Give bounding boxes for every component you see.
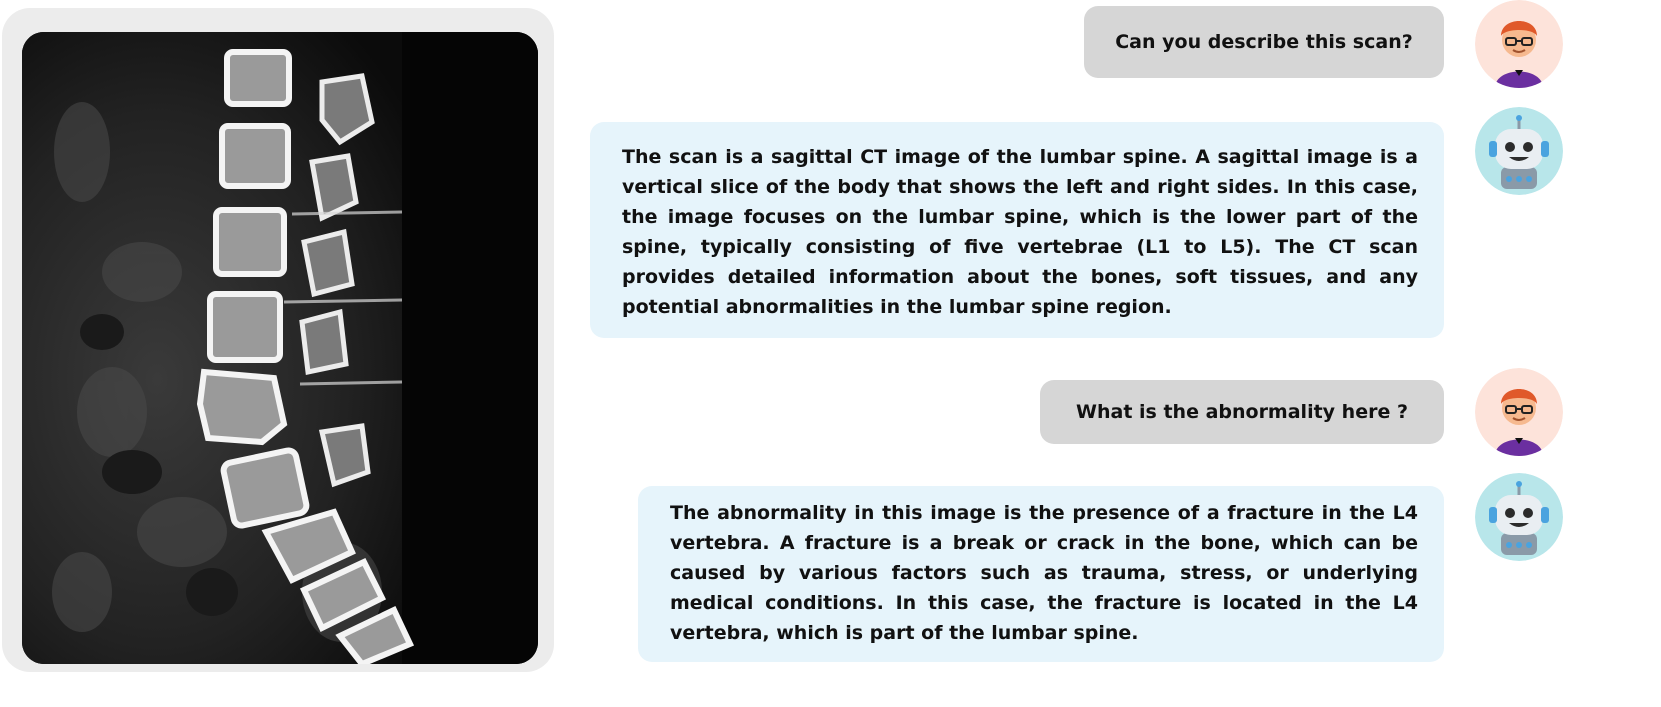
user-avatar-icon (1475, 368, 1563, 456)
message-text: The abnormality in this image is the presence of a fracture in the L4 vertebra. A fracture is a break or crack in the bone, which can be caused by various factors such as trauma, stress, or underlying medical conditions. In this case, the fracture is located in the L4 vertebra, which is part of the lumbar spine. (670, 502, 1418, 644)
user-avatar (1475, 0, 1563, 88)
message-text: The scan is a sagittal CT image of the lumbar spine. A sagittal image is a vertical slice of the body that shows the left and right sides. In this case, the image focuses on the lumbar spine, which is the lower part of the spine, typically consisting of five vertebrae (L1 to L5). The CT scan provides detailed information about the bones, soft tissues, and any potential abnormalities in the lumbar spine region. (622, 146, 1418, 318)
assistant-message-bubble (638, 486, 1444, 662)
assistant-avatar (1475, 107, 1563, 195)
robot-avatar-icon (1475, 107, 1563, 195)
user-avatar (1475, 368, 1563, 456)
scan-image-frame (2, 8, 554, 672)
assistant-avatar (1475, 473, 1563, 561)
user-message-bubble (1040, 380, 1444, 444)
message-text: What is the abnormality here ? (1076, 401, 1408, 423)
assistant-message-bubble (590, 122, 1444, 338)
ct-scan-image[interactable] (22, 32, 538, 664)
ct-scan-graphic (22, 32, 538, 664)
message-text: Can you describe this scan? (1115, 31, 1413, 53)
user-message-bubble (1084, 6, 1444, 78)
user-avatar-icon (1475, 0, 1563, 88)
robot-avatar-icon (1475, 473, 1563, 561)
